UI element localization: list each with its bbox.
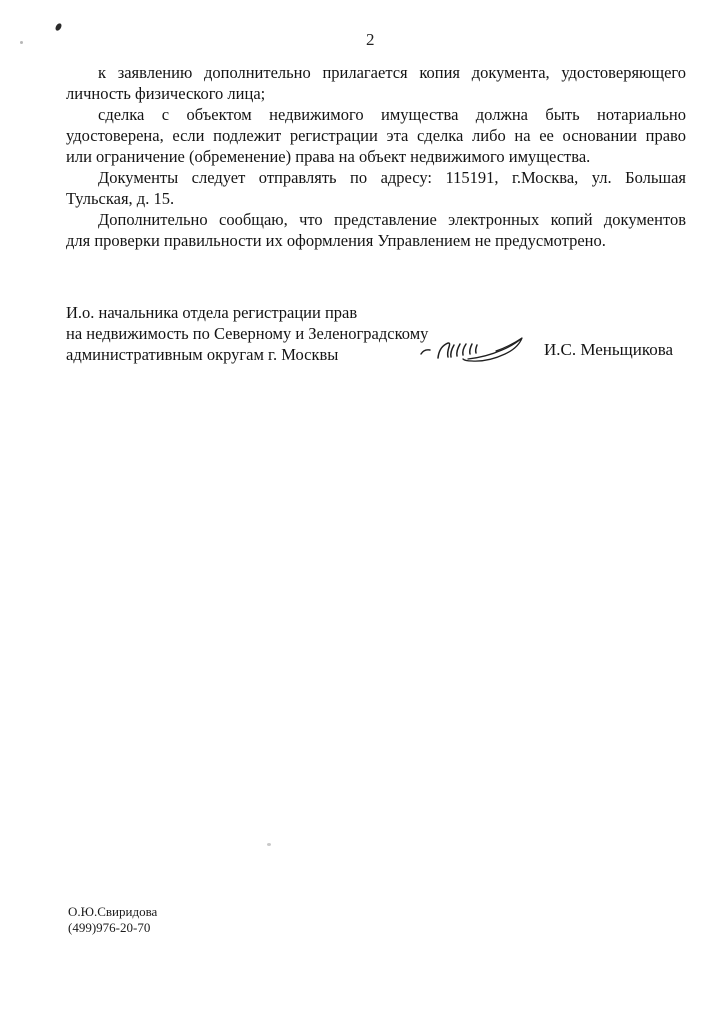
executor-name: О.Ю.Свиридова [68, 904, 158, 919]
scan-speck [54, 22, 62, 31]
executor-info [68, 904, 157, 936]
body-line: сделка с объектом недвижимого имущества должна быть нотариально [98, 105, 686, 124]
body-line: удостоверена, если подлежит регистрации эта сделка либо на ее основании право [66, 126, 686, 145]
scan-speck [20, 41, 23, 44]
body-line: Тульская, д. 15. [66, 189, 175, 208]
body-line: Документы следует отправлять по адресу: 115191, г.Москва, ул. Большая [98, 168, 686, 187]
body-line: или ограничение (обременение) права на объект недвижимого имущества. [66, 147, 591, 166]
body-line: для проверки правильности их оформления Управлением не предусмотрено. [66, 231, 606, 250]
letter-body [66, 62, 686, 251]
signature-title-line: административным округам г. Москвы [66, 345, 339, 364]
signature-title-line: И.о. начальника отдела регистрации прав [66, 303, 358, 322]
executor-phone: (499)976-20-70 [68, 920, 151, 935]
signature-title-line: на недвижимость по Северному и Зеленоградскому [66, 324, 429, 343]
signatory-name: И.С. Меньщикова [544, 340, 674, 359]
body-line: Дополнительно сообщаю, что представление электронных копий документов [98, 210, 686, 229]
body-line: личность физического лица; [66, 84, 266, 103]
page-number: 2 [366, 30, 375, 49]
handwritten-signature-icon [408, 331, 538, 369]
scan-speck [267, 843, 271, 846]
body-line: к заявлению дополнительно прилагается копия документа, удостоверяющего [98, 63, 686, 82]
